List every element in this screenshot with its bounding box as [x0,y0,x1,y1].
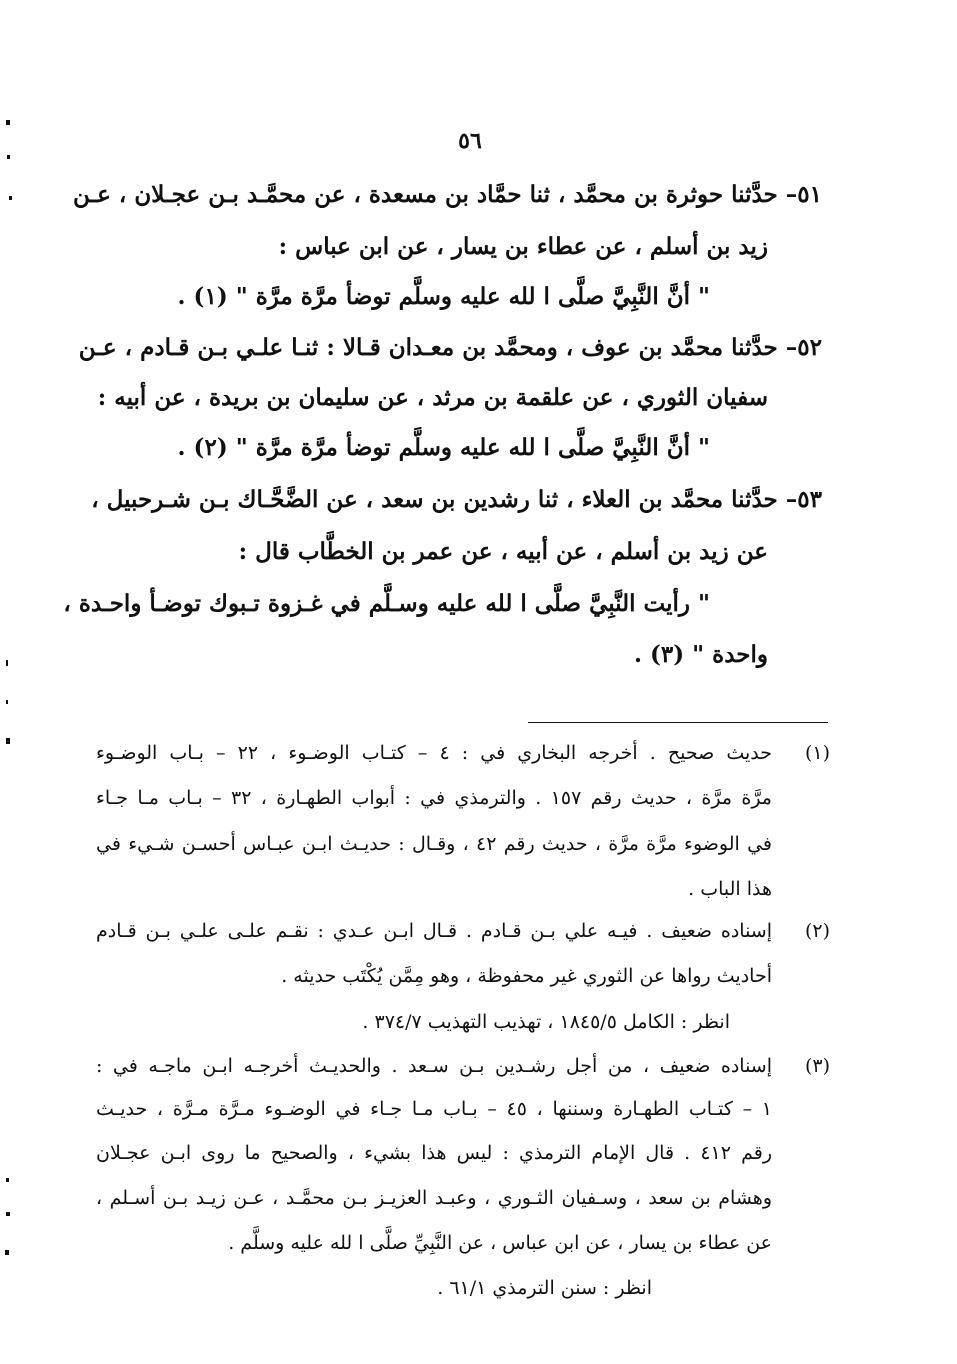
hadith-52-line-3: " أنَّ النَّبِيَّ صلَّى ا لله عليه وسلَّم توضأ مرَّة مرَّة " (٢) . [177,434,710,461]
footnote-1-number: (١) [804,742,830,764]
footnote-3-line-6: انظر : سنن الترمذي ٦١/١ . [437,1277,652,1299]
scan-speck [5,1250,9,1255]
scan-speck [9,196,12,200]
hadith-53-line-1: ٥٣– حدَّثنا محمَّد بن العلاء ، ثنا رشدين بن سعد ، عن الضَّحَّـاك بـن شـرحبيل ، [91,486,822,513]
footnote-3-line-5: عن عطاء بن يسار ، عن ابن عباس ، عن النَّبِيِّ صلَّى ا لله عليه وسلَّم . [228,1232,772,1254]
footnote-3-line-4: وهشام بن سعد ، وسـفيان الثـوري ، وعبـد العزيـز بـن محمَّـد ، عـن زيـد بـن أسـلم ، [96,1187,772,1209]
scan-speck [7,155,10,159]
footnote-3-line-1: إسناده ضعيف ، من أجل رشـدين بـن سـعد . والحديـث أخرجـه ابـن ماجـه في : [96,1055,772,1077]
scan-speck [6,738,10,744]
hadith-52-line-2: سفيان الثوري ، عن علقمة بن مرثد ، عن سليمان بن بريدة ، عن أبيه : [97,384,768,411]
hadith-51-line-3: " أنَّ النَّبِيَّ صلَّى ا لله عليه وسلَّم توضأ مرَّة مرَّة " (١) . [177,283,710,310]
scan-speck [6,660,8,666]
scan-speck [6,120,10,125]
hadith-51-line-1: ٥١– حدَّثنا حوثرة بن محمَّد ، ثنا حمَّاد بن مسعدة ، عن محمَّـد بـن عجـلان ، عـن [72,181,822,208]
hadith-53-line-4: واحدة " (٣) . [634,641,768,668]
page-number: ٥٦ [458,128,482,154]
scan-speck [6,700,8,704]
hadith-53-line-3: " رأيت النَّبِيَّ صلَّى ا لله عليه وسـلَّم في غـزوة تـبوك توضـأ واحـدة ، [63,590,710,617]
footnote-2-line-3: انظر : الكامل ١٨٤٥/٥ ، تهذيب التهذيب ٣٧٤/٧ . [362,1011,730,1033]
hadith-53-line-2: عن زيد بن أسلم ، عن أبيه ، عن عمر بن الخطَّاب قال : [238,538,768,565]
footnote-3-line-2: ١ – كتـاب الطهـارة وسننها ، ٤٥ – بـاب مـا جـاء في الوضـوء مـرَّة مـرَّة ، حديـث [96,1098,772,1120]
footnote-2-line-1: إسناده ضعيف . فيـه علي بـن قـادم . قـال ابـن عـدي : نقـم علـى علـي بـن قـادم [96,920,772,942]
footnote-separator [528,722,828,723]
scan-speck [6,1178,9,1182]
footnote-1-line-3: في الوضوء مرَّة مرَّة ، حديث رقم ٤٢ ، وقـال : حديـث ابـن عبـاس أحسـن شـيء في [96,833,772,855]
footnote-3-number: (٣) [804,1055,830,1077]
footnote-1-line-4: هذا الباب . [688,878,772,900]
hadith-52-line-1: ٥٢– حدَّثنا محمَّد بن عوف ، ومحمَّد بن معـدان قـالا : ثنـا علـي بـن قـادم ، عـن [78,334,822,361]
footnote-3-line-3: رقم ٤١٢ . قال الإمام الترمذي : ليس هذا بشيء ، والصحيح ما روى ابـن عجـلان [96,1142,772,1164]
scan-speck [6,1212,10,1216]
footnote-1-line-2: مرَّة مرَّة ، حديث رقم ١٥٧ . والترمذي في : أبواب الطهـارة ، ٣٢ – بـاب مـا جـاء [96,787,772,809]
footnote-1-line-1: حديث صحيح . أخرجه البخاري في : ٤ – كتـاب الوضـوء ، ٢٢ – بـاب الوضـوء [96,742,773,764]
footnote-2-line-2: أحاديث رواها عن الثوري غير محفوظة ، وهو مِمَّن يُكْتَب حديثه . [281,965,772,987]
hadith-51-line-2: زيد بن أسلم ، عن عطاء بن يسار ، عن ابن عباس : [278,233,768,260]
footnote-2-number: (٢) [804,920,830,942]
